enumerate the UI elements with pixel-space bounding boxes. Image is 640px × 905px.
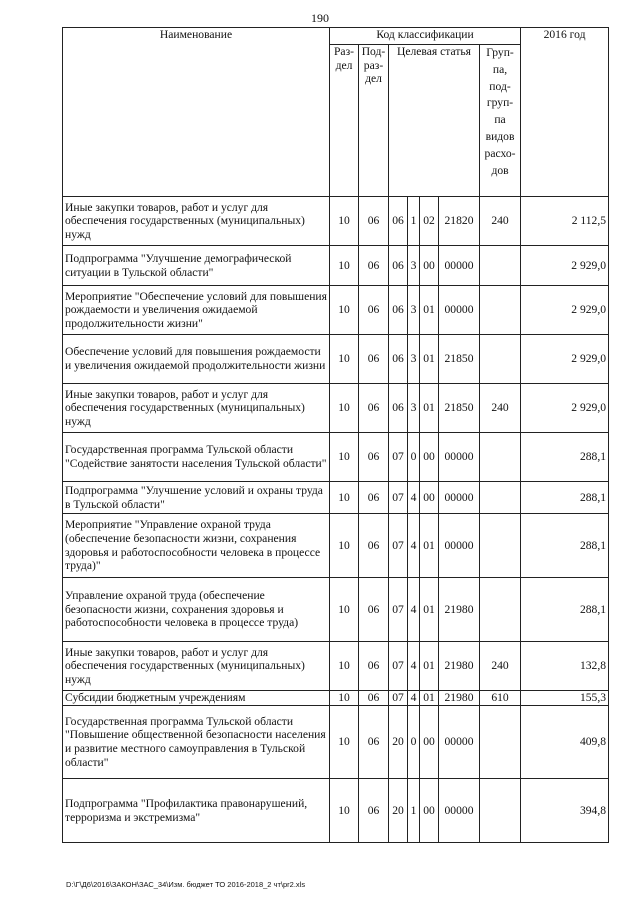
page-number: 190: [311, 11, 329, 25]
row-target-event: 01: [420, 691, 439, 706]
row-expense-type: [480, 482, 521, 514]
row-target-event: 00: [420, 246, 439, 286]
table-row: [63, 642, 609, 691]
row-target-direction: 00000: [439, 246, 480, 286]
row-name: Подпрограмма "Профилактика правонарушений, терроризма и экстремизма": [63, 779, 330, 843]
row-section: 10: [330, 642, 359, 691]
table-row: [63, 482, 609, 514]
row-target-program: 07: [389, 433, 408, 482]
row-target-subprogram: 4: [408, 642, 420, 691]
header-target-article: Целевая статья: [389, 45, 480, 197]
row-expense-type: 240: [480, 197, 521, 246]
header-code: Код классификации: [330, 28, 521, 45]
row-section: 10: [330, 779, 359, 843]
row-subsection: 06: [359, 706, 389, 779]
row-target-event: 01: [420, 335, 439, 384]
row-subsection: 06: [359, 578, 389, 642]
row-amount: 2 929,0: [521, 246, 609, 286]
row-target-direction: 00000: [439, 779, 480, 843]
row-target-subprogram: 4: [408, 691, 420, 706]
row-target-subprogram: 4: [408, 482, 420, 514]
header-name: Наименование: [63, 28, 330, 197]
header-section: Раз- дел: [330, 45, 359, 197]
row-target-event: 01: [420, 286, 439, 335]
row-target-subprogram: 1: [408, 197, 420, 246]
row-section: 10: [330, 335, 359, 384]
row-target-direction: 00000: [439, 706, 480, 779]
row-target-program: 20: [389, 779, 408, 843]
row-target-program: 06: [389, 286, 408, 335]
row-expense-type: [480, 706, 521, 779]
row-target-subprogram: 3: [408, 384, 420, 433]
row-expense-type: 240: [480, 384, 521, 433]
row-amount: 2 112,5: [521, 197, 609, 246]
row-name: Государственная программа Тульской области "Повышение общественной безопасности населения и развитие местного самоуправления в Тульской области": [63, 706, 330, 779]
row-target-direction: 00000: [439, 433, 480, 482]
table-row: [63, 578, 609, 642]
row-target-event: 02: [420, 197, 439, 246]
budget-table: [62, 27, 609, 843]
row-target-program: 06: [389, 246, 408, 286]
row-section: 10: [330, 246, 359, 286]
row-name: Мероприятие "Управление охраной труда (обеспечение безопасности жизни, сохранения здоровья и работоспособности человека в процессе труда)": [63, 514, 330, 578]
row-expense-type: [480, 433, 521, 482]
row-name: Управление охраной труда (обеспечение безопасности жизни, сохранения здоровья и работоспособности человека в процессе труда): [63, 578, 330, 642]
row-section: 10: [330, 482, 359, 514]
row-name: Иные закупки товаров, работ и услуг для обеспечения государственных (муниципальных) нужд: [63, 197, 330, 246]
row-target-program: 07: [389, 482, 408, 514]
row-target-subprogram: 0: [408, 433, 420, 482]
row-expense-type: [480, 335, 521, 384]
row-expense-type: [480, 578, 521, 642]
row-expense-type: [480, 246, 521, 286]
row-subsection: 06: [359, 246, 389, 286]
row-target-subprogram: 4: [408, 578, 420, 642]
row-target-event: 01: [420, 514, 439, 578]
table-row: [63, 514, 609, 578]
row-section: 10: [330, 691, 359, 706]
row-amount: 288,1: [521, 578, 609, 642]
row-name: Государственная программа Тульской области "Содействие занятости населения Тульской области": [63, 433, 330, 482]
row-section: 10: [330, 514, 359, 578]
row-target-event: 01: [420, 384, 439, 433]
row-subsection: 06: [359, 384, 389, 433]
row-target-direction: 21820: [439, 197, 480, 246]
row-amount: 155,3: [521, 691, 609, 706]
table-row: [63, 706, 609, 779]
row-target-program: 07: [389, 691, 408, 706]
row-amount: 132,8: [521, 642, 609, 691]
row-subsection: 06: [359, 642, 389, 691]
row-target-direction: 21850: [439, 384, 480, 433]
row-section: 10: [330, 286, 359, 335]
row-target-program: 06: [389, 335, 408, 384]
row-subsection: 06: [359, 335, 389, 384]
row-amount: 2 929,0: [521, 286, 609, 335]
row-subsection: 06: [359, 514, 389, 578]
row-target-event: 00: [420, 706, 439, 779]
row-name: Иные закупки товаров, работ и услуг для обеспечения государственных (муниципальных) нужд: [63, 642, 330, 691]
row-target-subprogram: 3: [408, 286, 420, 335]
row-subsection: 06: [359, 482, 389, 514]
row-target-subprogram: 1: [408, 779, 420, 843]
row-target-direction: 21980: [439, 578, 480, 642]
row-subsection: 06: [359, 779, 389, 843]
row-name: Субсидии бюджетным учреждениям: [63, 691, 330, 706]
row-subsection: 06: [359, 433, 389, 482]
row-target-subprogram: 0: [408, 706, 420, 779]
row-target-direction: 00000: [439, 286, 480, 335]
table-row: [63, 246, 609, 286]
row-target-program: 06: [389, 384, 408, 433]
header-year: 2016 год: [521, 28, 609, 197]
row-target-program: 20: [389, 706, 408, 779]
row-subsection: 06: [359, 691, 389, 706]
row-target-program: 07: [389, 514, 408, 578]
row-name: Иные закупки товаров, работ и услуг для обеспечения государственных (муниципальных) нужд: [63, 384, 330, 433]
row-section: 10: [330, 433, 359, 482]
row-subsection: 06: [359, 286, 389, 335]
header-expense-group: Груп- па, под- груп- па видов расхо- дов: [480, 45, 521, 197]
row-target-event: 01: [420, 578, 439, 642]
row-target-subprogram: 3: [408, 246, 420, 286]
header-subsection: Под- раз- дел: [359, 45, 389, 197]
row-expense-type: [480, 514, 521, 578]
file-path-footer: D:\Г\Д6\2016\ЗАКОН\ЗАС_34\Изм. бюджет ТО 2016-2018_2 чт\pr2.xls: [66, 880, 306, 889]
row-target-direction: 00000: [439, 482, 480, 514]
row-target-direction: 21980: [439, 691, 480, 706]
table-row: [63, 433, 609, 482]
row-target-subprogram: 4: [408, 514, 420, 578]
row-target-direction: 21980: [439, 642, 480, 691]
row-target-event: 00: [420, 482, 439, 514]
row-section: 10: [330, 384, 359, 433]
table-row: [63, 384, 609, 433]
row-expense-type: [480, 779, 521, 843]
row-target-event: 00: [420, 779, 439, 843]
row-target-subprogram: 3: [408, 335, 420, 384]
table-row: [63, 197, 609, 246]
row-name: Обеспечение условий для повышения рождаемости и увеличения ожидаемой продолжительности жизни: [63, 335, 330, 384]
row-section: 10: [330, 197, 359, 246]
row-target-event: 01: [420, 642, 439, 691]
row-amount: 409,8: [521, 706, 609, 779]
table-row: [63, 286, 609, 335]
row-amount: 288,1: [521, 514, 609, 578]
row-target-direction: 00000: [439, 514, 480, 578]
row-section: 10: [330, 578, 359, 642]
table-row: [63, 335, 609, 384]
row-target-direction: 21850: [439, 335, 480, 384]
row-name: Подпрограмма "Улучшение условий и охраны труда в Тульской области": [63, 482, 330, 514]
row-expense-type: 240: [480, 642, 521, 691]
row-subsection: 06: [359, 197, 389, 246]
row-name: Мероприятие "Обеспечение условий для повышения рождаемости и увеличения ожидаемой продолжительности жизни": [63, 286, 330, 335]
row-amount: 394,8: [521, 779, 609, 843]
row-section: 10: [330, 706, 359, 779]
row-target-event: 00: [420, 433, 439, 482]
row-expense-type: 610: [480, 691, 521, 706]
table-row: [63, 779, 609, 843]
row-target-program: 06: [389, 197, 408, 246]
row-target-program: 07: [389, 642, 408, 691]
row-amount: 288,1: [521, 433, 609, 482]
row-amount: 2 929,0: [521, 384, 609, 433]
row-expense-type: [480, 286, 521, 335]
row-amount: 288,1: [521, 482, 609, 514]
row-target-program: 07: [389, 578, 408, 642]
row-amount: 2 929,0: [521, 335, 609, 384]
row-name: Подпрограмма "Улучшение демографической ситуации в Тульской области": [63, 246, 330, 286]
table-row: [63, 691, 609, 706]
